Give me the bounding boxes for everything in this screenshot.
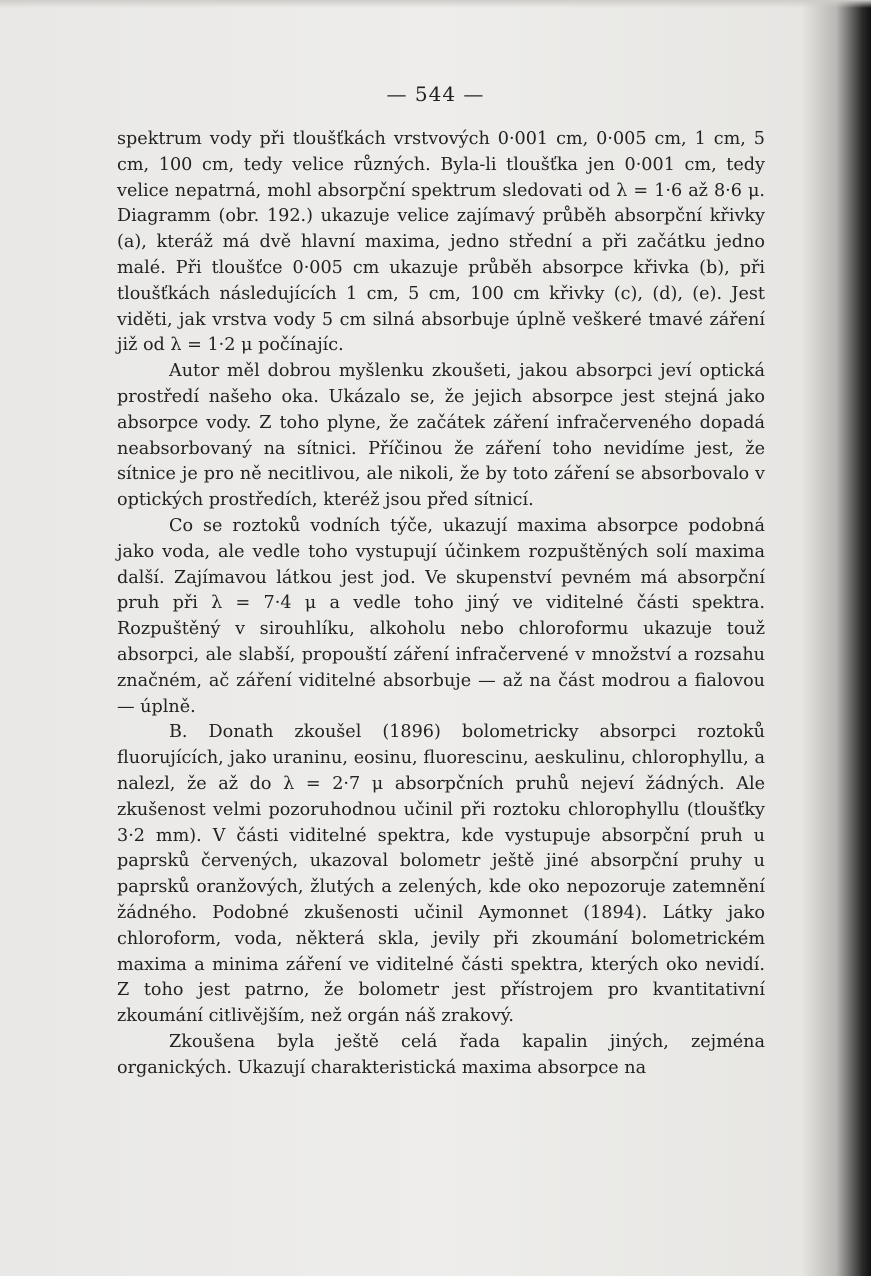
paragraph: Autor měl dobrou myšlenku zkoušeti, jakou absorpci jeví optická prostředí našeho oka. Ukázalo se, že jejich absorpce jest stejná jako absorpce vody. Z toho plyne, že začátek záření infračerveného dopadá neabsorbovaný na sítnici. Příčinou že záření toho nevidíme jest, že sítnice je pro ně necitlivou, ale nikoli, že by toto záření se absorbovalo v optických prostředích, kteréž jsou před sítnicí. [117,361,765,511]
paragraph-continued: spektrum vody při tloušťkách vrstvových 0·001 cm, 0·005 cm, 1 cm, 5 cm, 100 cm, tedy velice různých. Byla-li tloušťka jen 0·001 cm, tedy velice nepatrná, mohl absorpční spektrum sledovati od λ = 1·6 až 8·6 μ. Diagramm (obr. 192.) ukazuje velice zajímavý průběh absorpční křivky (a), kteráž má dvě hlavní maxima, jedno střední a při začátku jedno malé. Při tloušťce 0·005 cm ukazuje průběh absorpce křivka (b), při tloušťkách následujících 1 cm, 5 cm, 100 cm křivky (c), (d), (e). Jest viděti, jak vrstva vody 5 cm silná absorbuje úplně veškeré tmavé záření již od λ = 1·2 μ počínajíc. [117,129,765,356]
page-number: — 544 — [386,82,485,106]
paragraph: B. Donath zkoušel (1896) bolometricky absorpci roztoků fluorujících, jako uraninu, eosinu, fluorescinu, aeskulinu, chlorophyllu, a nalezl, že až do λ = 2·7 μ absorpčních pruhů nejeví žádných. Ale zkušenost velmi pozoruhodnou učinil při roztoku chlorophyllu (tloušťky 3·2 mm). V části viditelné spektra, kde vystupuje absorpční pruh u paprsků červených, ukazoval bolometr ještě jiné absorpční pruhy u paprsků oranžových, žlutých a zelených, kde oko nepozoruje zatemnění žádného. Podobné zkušenosti učinil Aymonnet (1894). Látky jako chloroform, voda, některá skla, jevily při zkoumání bolometrickém maxima a minima záření ve viditelné části spektra, kterých oko nevidí. Z toho jest patrno, že bolometr jest přístrojem pro kvantitativní zkoumání citlivějším, než orgán náš zrakový. [117,722,765,1027]
paragraph: Co se roztoků vodních týče, ukazují maxima absorpce podobná jako voda, ale vedle toho vystupují účinkem rozpuštěných solí maxima další. Zajímavou látkou jest jod. Ve skupenství pevném má absorpční pruh při λ = 7·4 μ a vedle toho jiný ve viditelné části spektra. Rozpuštěný v sirouhlíku, alkoholu nebo chloroformu ukazuje touž absorpci, ale slabší, propouští záření infračervené v množství a rozsahu značném, ač záření viditelné absorbuje — až na část modrou a fialovou — úplně. [117,515,765,717]
paragraph: Zkoušena byla ještě celá řada kapalin jiných, zejména organických. Ukazují charakteristická maxima absorpce na [117,1031,765,1078]
page-edge-shadow [0,0,871,8]
body-text [117,127,765,1081]
